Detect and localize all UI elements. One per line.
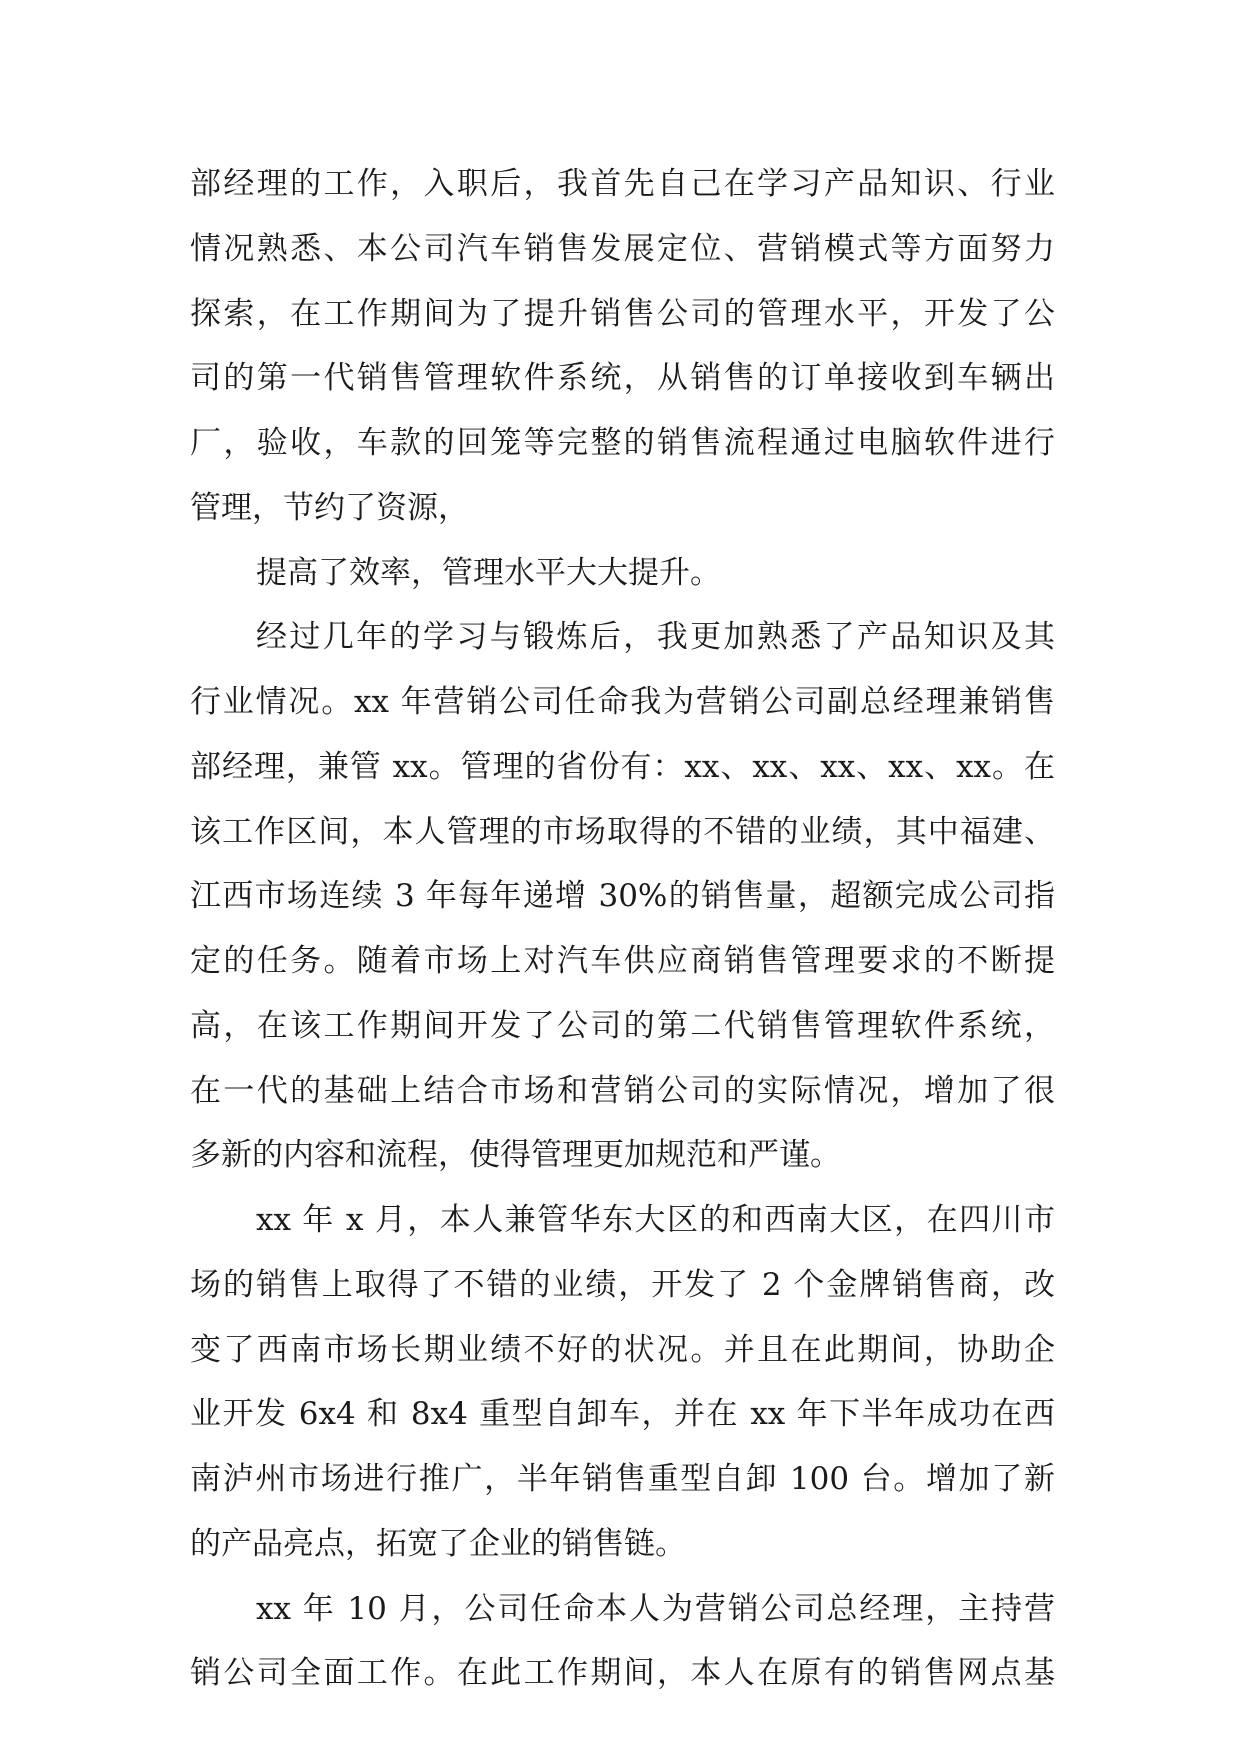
text-line: 厂，验收，车款的回笼等完整的销售流程通过电脑软件进行 xyxy=(190,425,1055,461)
text-line: 管理，节约了资源， xyxy=(190,489,469,526)
text-line: 在一代的基础上结合市场和营销公司的实际情况，增加了很 xyxy=(190,1072,1055,1109)
body-text xyxy=(190,152,1055,1706)
text-line: 经过几年的学习与锻炼后，我更加熟悉了产品知识及其 xyxy=(256,619,1055,656)
text-line: 南泸州市场进行推广，半年销售重型自卸 100 台。增加了新 xyxy=(190,1461,1055,1497)
text-line: 司的第一代销售管理软件系统，从销售的订单接收到车辆出 xyxy=(190,360,1055,397)
text-line: 销公司全面工作。在此工作期间，本人在原有的销售网点基 xyxy=(190,1655,1055,1692)
text-line: 行业情况。xx 年营销公司任命我为营销公司副总经理兼销售 xyxy=(190,684,1055,720)
text-line: 部经理的工作，入职后，我首先自己在学习产品知识、行业 xyxy=(190,166,1055,202)
text-line: 江西市场连续 3 年每年递增 30%的销售量，超额完成公司指 xyxy=(190,878,1055,915)
text-line: 部经理，兼管 xx。管理的省份有：xx、xx、xx、xx、xx。在 xyxy=(190,748,1055,785)
text-line: 探索，在工作期间为了提升销售公司的管理水平，开发了公 xyxy=(190,295,1055,332)
text-line: 业开发 6x4 和 8x4 重型自卸车，并在 xx 年下半年成功在西 xyxy=(190,1396,1055,1433)
text-line: 变了西南市场长期业绩不好的状况。并且在此期间，协助企 xyxy=(190,1331,1055,1368)
text-line: 该工作区间，本人管理的市场取得的不错的业绩，其中福建、 xyxy=(190,813,1055,850)
text-line: 提高了效率，管理水平大大提升。 xyxy=(256,554,721,591)
text-line: xx 年 x 月，本人兼管华东大区的和西南大区，在四川市 xyxy=(256,1202,1055,1238)
text-line: xx 年 10 月，公司任命本人为营销公司总经理，主持营 xyxy=(256,1590,1055,1627)
text-line: 的产品亮点，拓宽了企业的销售链。 xyxy=(190,1525,686,1562)
text-line: 高，在该工作期间开发了公司的第二代销售管理软件系统， xyxy=(190,1007,1055,1044)
text-line: 场的销售上取得了不错的业绩，开发了 2 个金牌销售商，改 xyxy=(190,1266,1055,1303)
text-line: 多新的内容和流程，使得管理更加规范和严谨。 xyxy=(190,1137,841,1174)
text-line: 情况熟悉、本公司汽车销售发展定位、营销模式等方面努力 xyxy=(190,230,1055,267)
text-line: 定的任务。随着市场上对汽车供应商销售管理要求的不断提 xyxy=(190,943,1055,979)
